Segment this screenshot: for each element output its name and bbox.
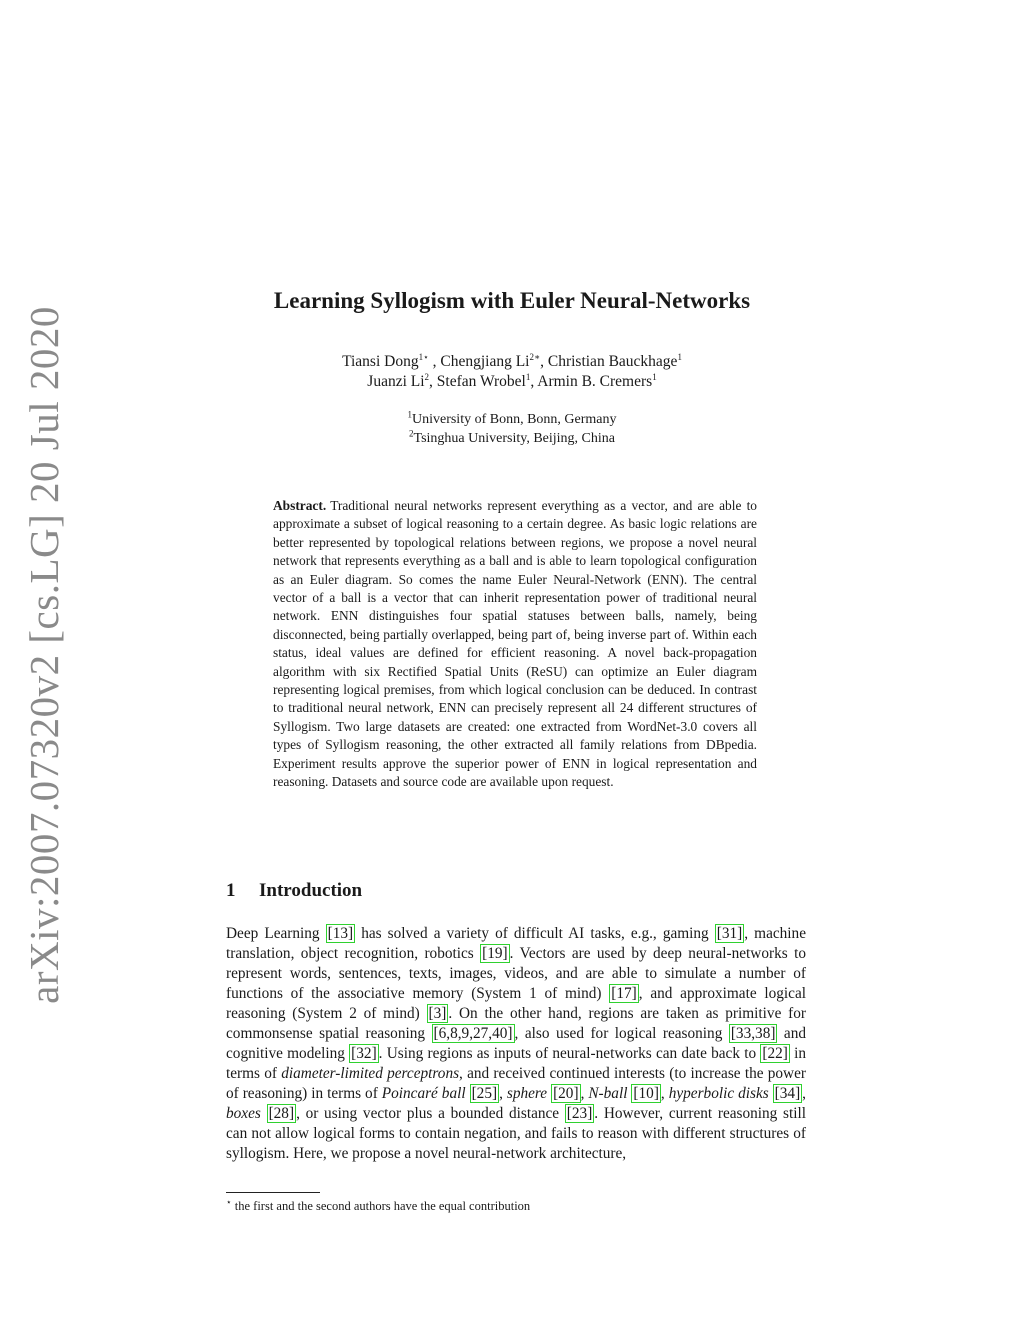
body-text: and cognitive modeling xyxy=(226,1025,806,1062)
citation-link[interactable]: [19] xyxy=(482,945,508,962)
citation-link[interactable]: [28] xyxy=(268,1105,295,1122)
affiliation-2 xyxy=(0,429,1024,448)
body-text: , xyxy=(660,1085,669,1102)
author-name: Christian Bauckhage xyxy=(547,353,678,370)
citation-link[interactable]: [20] xyxy=(553,1085,579,1102)
author-name: Tiansi Dong xyxy=(342,353,419,370)
abstract-label: Abstract. xyxy=(273,498,327,513)
author-sep: , xyxy=(429,373,437,390)
citation-link[interactable]: [23] xyxy=(566,1105,593,1122)
author-sup: 1⋆ xyxy=(418,351,429,362)
citation-link[interactable]: [3] xyxy=(428,1005,447,1022)
author-name: Stefan Wrobel xyxy=(436,373,526,390)
author-name: Juanzi Li xyxy=(367,373,425,390)
body-text xyxy=(261,1105,267,1122)
body-text: , and approximate logical reasoning (System 2 of mind) xyxy=(226,985,807,1022)
citation-link[interactable]: [33,38] xyxy=(730,1025,776,1042)
author-name: Armin B. Cremers xyxy=(537,373,653,390)
body-text: , machine translation, object recognition, robotics xyxy=(226,925,806,962)
author-sep: , xyxy=(530,373,538,390)
author-line-2 xyxy=(0,372,1024,392)
italic-term: N-ball xyxy=(588,1085,628,1102)
affiliation-text: Tsinghua University, Beijing, China xyxy=(413,431,615,446)
affiliation-sup: 2 xyxy=(409,428,414,439)
author-sup: 1 xyxy=(677,351,682,362)
body-text: has solved a variety of difficult AI tasks, e.g., gaming xyxy=(355,925,715,942)
body-text: . Using regions as inputs of neural-networks can date back to xyxy=(378,1045,761,1062)
section-number: 1 xyxy=(226,880,236,901)
body-text: , also used for logical reasoning xyxy=(514,1025,729,1042)
citation-link[interactable]: [13] xyxy=(327,925,354,942)
author-name: Chengjiang Li xyxy=(440,353,530,370)
body-text: in terms of xyxy=(226,1045,806,1082)
italic-term: hyperbolic disks xyxy=(668,1085,769,1102)
author-sup: 2 xyxy=(424,371,430,382)
footnote-rule xyxy=(226,1192,320,1193)
citation-link[interactable]: [6,8,9,27,40] xyxy=(433,1025,513,1042)
author-list xyxy=(0,352,1024,392)
italic-term: boxes xyxy=(226,1105,261,1122)
body-text: Deep Learning xyxy=(226,925,326,942)
body-text: , or using vector plus a bounded distance xyxy=(296,1105,565,1122)
body-text: , xyxy=(580,1085,589,1102)
footnote-text: the first and the second authors have the equal contribution xyxy=(231,1199,531,1213)
italic-term: Poincaré ball xyxy=(381,1085,466,1102)
author-sup: 2∗ xyxy=(529,351,541,362)
affiliation-text: University of Bonn, Bonn, Germany xyxy=(411,412,617,427)
italic-term: sphere xyxy=(506,1085,548,1102)
body-text xyxy=(466,1085,470,1102)
affiliation-1 xyxy=(0,410,1024,429)
abstract-text: Traditional neural networks represent everything as a vector, and are able to approximate a subset of logical reasoning to a certain degree. As basic logic relations are better represented by topological relations between regions, we propose a novel neural network that represents everything as a ball and is able to learn topological configuration as an Euler diagram. So comes the name Euler Neural-Network (ENN). The central vector of a ball is a vector that can inherit representation power of traditional neural network. ENN distinguishes four spatial statuses between balls, namely, being disconnected, being partially overlapped, being part of, being inverse part of. Within each status, ideal values are defined for efficient reasoning. A novel back-propagation algorithm with six Rectified Spatial Units (ReSU) can optimize an Euler diagram representing logical premises, from which logical conclusion can be deduced. In contrast to traditional neural network, ENN can precisely represent all 24 different structures of Syllogism. Two large datasets are created: one extracted from WordNet-3.0 covers all types of Syllogism reasoning, the other extracted all family relations from DBpedia. Experiment results approve the superior power of ENN in logical representation and reasoning. Datasets and source code are available upon request. xyxy=(273,498,757,790)
author-sep: , xyxy=(540,353,548,370)
arxiv-stamp: arXiv:2007.07320v2 [cs.LG] 20 Jul 2020 xyxy=(21,306,67,1004)
footnote-mark: ⋆ xyxy=(226,1196,232,1207)
citation-link[interactable]: [17] xyxy=(611,985,637,1002)
footnote xyxy=(226,1198,530,1214)
body-text: , xyxy=(499,1085,507,1102)
author-sup: 1 xyxy=(525,371,531,382)
italic-term: diameter-limited perceptrons xyxy=(281,1065,460,1082)
citation-link[interactable]: [31] xyxy=(716,925,743,942)
citation-link[interactable]: [25] xyxy=(471,1085,498,1102)
abstract xyxy=(273,497,757,792)
author-line-1 xyxy=(0,352,1024,372)
citation-link[interactable]: [22] xyxy=(762,1045,788,1062)
paper-title: Learning Syllogism with Euler Neural-Networks xyxy=(273,288,751,313)
body-text: . Vectors are used by deep neural-networks to represent words, sentences, texts, images, videos, and are able to simulate a number of functions of the associative memory (System 1 of mind) xyxy=(226,945,806,1002)
author-sup: 1 xyxy=(652,371,657,382)
citation-link[interactable]: [34] xyxy=(774,1085,801,1102)
body-text: , and received continued interests (to increase the power of reasoning) in terms of xyxy=(226,1065,806,1102)
section-heading xyxy=(226,880,362,902)
affiliations xyxy=(0,410,1024,448)
intro-paragraph xyxy=(226,924,806,1164)
body-text: . However, current reasoning still can not allow logical forms to contain negation, and fails to reason with different structures of syllogism. Here, we propose a novel neural-network architecture, xyxy=(226,1105,806,1162)
citation-link[interactable]: [32] xyxy=(351,1045,377,1062)
body-text: . On the other hand, regions are taken as primitive for commonsense spatial reasoning xyxy=(226,1005,806,1042)
author-sep: , xyxy=(428,353,441,370)
section-title: Introduction xyxy=(259,880,363,901)
citation-link[interactable]: [10] xyxy=(633,1085,659,1102)
affiliation-sup: 1 xyxy=(407,409,412,420)
body-text: , xyxy=(802,1085,806,1102)
